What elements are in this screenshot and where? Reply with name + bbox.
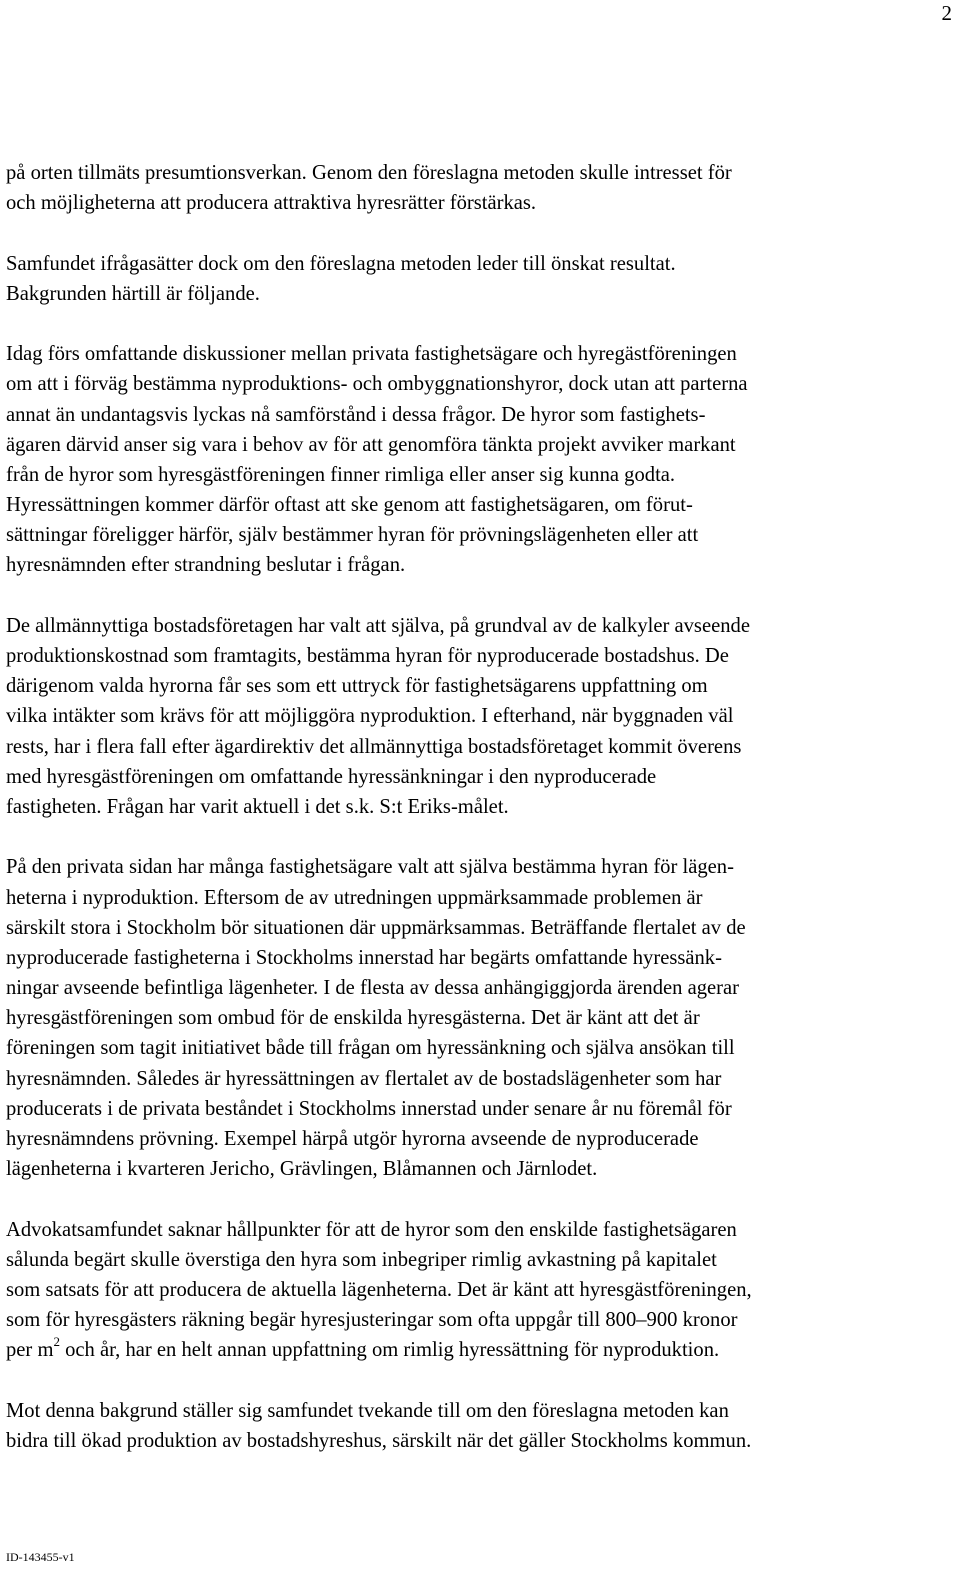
text-line: med hyresgästföreningen om omfattande hyressänkningar i den nyproducerade bbox=[6, 765, 657, 788]
text-line: Mot denna bakgrund ställer sig samfundet tvekande till om den föreslagna metoden kan bbox=[6, 1399, 729, 1422]
text-line: särskilt stora i Stockholm bör situationen där uppmärksammas. Beträffande flertalet av de bbox=[6, 916, 746, 939]
text-line: på orten tillmäts presumtionsverkan. Genom den föreslagna metoden skulle intresset för bbox=[6, 162, 732, 184]
paragraph bbox=[6, 611, 954, 822]
superscript: 2 bbox=[53, 1334, 60, 1350]
text-line: lägenheterna i kvarteren Jericho, Grävlingen, Blåmannen och Järnlodet. bbox=[6, 1158, 598, 1181]
text-line: produktionskostnad som framtagits, bestämma hyran för nyproducerade bostadshus. De bbox=[6, 645, 729, 667]
text-line bbox=[6, 1335, 954, 1365]
text-line: heterna i nyproduktion. Eftersom de av utredningen uppmärksammade problemen är bbox=[6, 886, 703, 909]
text-line: Samfundet ifrågasätter dock om den föreslagna metoden leder till önskat resultat. bbox=[6, 252, 676, 275]
page-number: 2 bbox=[941, 1, 952, 25]
text-line: rests, har i flera fall efter ägardirektiv det allmännyttiga bostadsföretaget kommit överens bbox=[6, 735, 742, 758]
text-line: Hyressättningen kommer därför oftast att ske genom att fastighetsägaren, om förut- bbox=[6, 494, 693, 517]
text-line: och möjligheterna att producera attraktiva hyresrätter förstärkas. bbox=[6, 192, 537, 215]
text-line: hyresnämnden. Således är hyressättningen av flertalet av de bostadslägenheter som har bbox=[6, 1067, 722, 1090]
text-line: hyresnämndens prövning. Exempel härpå utgör hyrorna avseende de nyproducerade bbox=[6, 1128, 699, 1150]
text-line: nyproducerade fastigheterna i Stockholms innerstad har begärts omfattande hyressänk- bbox=[6, 946, 722, 969]
paragraph bbox=[6, 852, 954, 1184]
text-line: ningar avseende befintliga lägenheter. I de flesta av dessa anhängiggjorda ärenden agerar bbox=[6, 977, 740, 1000]
text-line: På den privata sidan har många fastighetsägare valt att själva bestämma hyran för lägen- bbox=[6, 856, 734, 879]
paragraph bbox=[6, 158, 954, 218]
document-body bbox=[6, 158, 954, 1456]
text-segment: och år, har en helt annan uppfattning om rimlig hyressättning för nyproduktion. bbox=[59, 1339, 720, 1362]
paragraph bbox=[6, 1396, 954, 1456]
paragraph bbox=[6, 1215, 954, 1366]
text-line: ägaren därvid anser sig vara i behov av för att genomföra tänkta projekt avviker markant bbox=[6, 433, 736, 456]
text-line: som satsats för att producera de aktuella lägenheterna. Det är känt att hyresgästföreningen, bbox=[6, 1278, 752, 1301]
text-line: vilka intäkter som krävs för att möjliggöra nyproduktion. I efterhand, när byggnaden väl bbox=[6, 705, 734, 728]
paragraph bbox=[6, 339, 954, 581]
text-line: från de hyror som hyresgästföreningen finner rimliga eller anser sig kunna godta. bbox=[6, 463, 676, 486]
text-line: bidra till ökad produktion av bostadshyreshus, särskilt när det gäller Stockholms kommun. bbox=[6, 1429, 752, 1452]
text-line: därigenom valda hyrorna får ses som ett uttryck för fastighetsägarens uppfattning om bbox=[6, 675, 708, 698]
text-line: föreningen som tagit initiativet både till frågan om hyressänkning och själva ansökan till bbox=[6, 1037, 735, 1060]
text-segment: per m bbox=[6, 1339, 54, 1362]
text-line: hyresgästföreningen som ombud för de enskilda hyresgästerna. Det är känt att det är bbox=[6, 1007, 700, 1030]
text-line: som för hyresgästers räkning begär hyresjusteringar som ofta uppgår till 800–900 kronor bbox=[6, 1309, 738, 1332]
text-line: De allmännyttiga bostadsföretagen har valt att själva, på grundval av de kalkyler avseende bbox=[6, 614, 750, 637]
text-line: annat än undantagsvis lyckas nå samförstånd i dessa frågor. De hyror som fastighets- bbox=[6, 403, 706, 426]
text-line: Advokatsamfundet saknar hållpunkter för att de hyror som den enskilde fastighetsägaren bbox=[6, 1218, 737, 1241]
text-line: Bakgrunden härtill är följande. bbox=[6, 282, 260, 305]
text-line: Idag förs omfattande diskussioner mellan privata fastighetsägare och hyregästföreningen bbox=[6, 343, 737, 366]
text-line: sålunda begärt skulle överstiga den hyra som inbegriper rimlig avkastning på kapitalet bbox=[6, 1248, 717, 1271]
text-line: producerats i de privata beståndet i Stockholms innerstad under senare år nu föremål för bbox=[6, 1097, 732, 1120]
text-line: sättningar föreligger härför, själv bestämmer hyran för prövningslägenheten eller att bbox=[6, 524, 699, 547]
text-line: hyresnämnden efter strandning beslutar i frågan. bbox=[6, 554, 406, 577]
document-id: ID-143455-v1 bbox=[6, 1550, 75, 1564]
paragraph bbox=[6, 249, 954, 309]
text-line: om att i förväg bestämma nyproduktions- och ombyggnationshyror, dock utan att parterna bbox=[6, 373, 748, 396]
text-line: fastigheten. Frågan har varit aktuell i det s.k. S:t Eriks-målet. bbox=[6, 795, 509, 818]
